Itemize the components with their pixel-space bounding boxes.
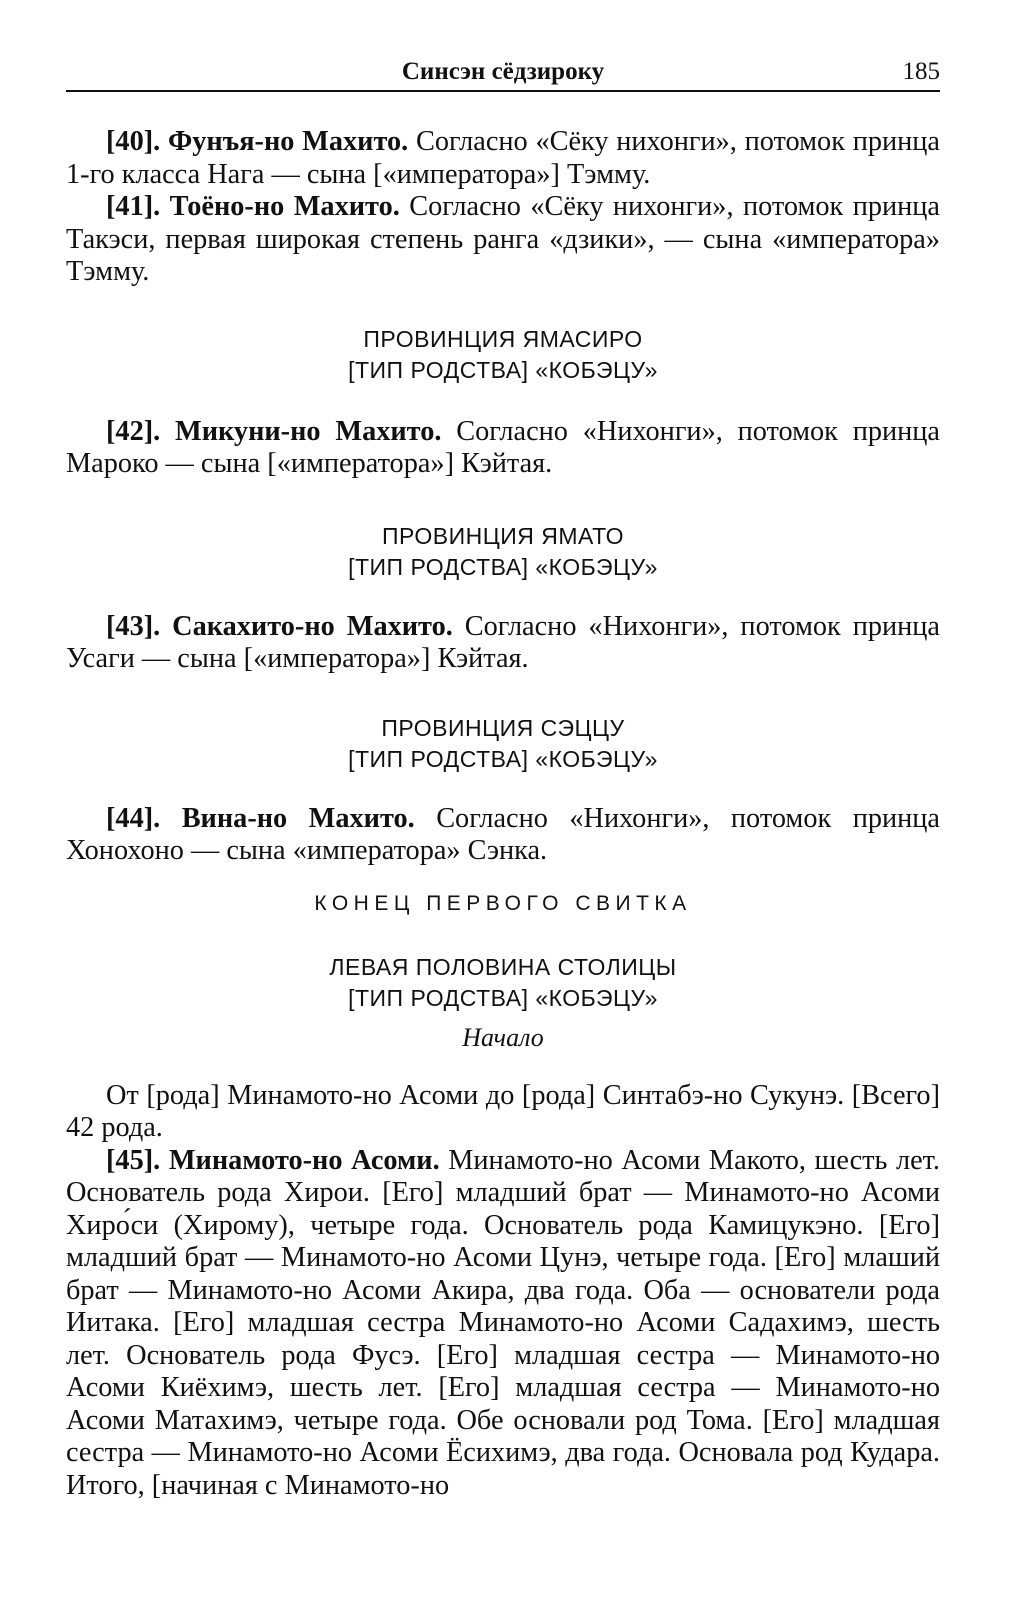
section-heading-left-capital [66,952,940,1014]
entry-41-name: Тоёно-но Махито. [169,191,400,222]
entry-43-text: Согласно «Нихонги», потомок принца Усаги — сына [«императора»] Кэйтая. [66,610,940,674]
entry-44-text: Согласно «Нихонги», потомок принца Хонохоно — сына «императора» Сэнка. [66,802,940,866]
entry-45-number: [45]. [106,1144,161,1176]
entry-42-number: [42]. [106,415,161,447]
entry-45-name: Минамото-но Асоми. [168,1144,440,1176]
page-number: 185 [902,58,940,85]
section-heading-line1: ПРОВИНЦИЯ СЭЦЦУ [381,714,625,741]
subheading-beginning: Начало [462,1022,544,1052]
section-heading-settsu [66,713,940,775]
intro-paragraph: От [рода] Минамото-но Асоми до [рода] Синтабэ-но Сукунэ. [Всего] 42 рода. [66,1079,940,1143]
section-heading-line2: [ТИП РОДСТВА] «КОБЭЦУ» [348,356,658,383]
running-title: Синсэн сёдзироку [401,58,605,85]
entry-40-text: Согласно «Сёку нихонги», потомок принца 1-го класса Нага — сына [«императора»] Тэмму. [66,126,940,190]
entry-44 [66,803,940,868]
section-heading-yamato [66,521,940,583]
section-heading-line1: ПРОВИНЦИЯ ЯМАТО [381,522,624,549]
running-head [66,52,940,92]
book-page [66,52,940,1502]
entry-42-name: Микуни-но Махито. [175,415,442,447]
entry-42-text: Согласно «Нихонги», потомок принца Мароко — сына [«императора»] Кэйтая. [66,415,940,479]
entry-45-text: Минамото-но Асоми Макото, шесть лет. Основатель рода Хирои. [Его] младший брат — Минамото-но Асоми Хиро́си (Хирому), четыре года. Основатель рода Камицукэно. [Его] младший брат — Минамото-но Асоми Цунэ, четыре года. [Его] млаший брат — Минамото-но Асоми Акира, два года. Оба — основатели рода Иитака. [Его] младшая сестра Минамото-но Асоми Садахимэ, шесть лет. Основатель рода Фусэ. [Его] младшая сестра — Минамото-но Асоми Киёхимэ, шесть лет. [Его] младшая сестра — Минамото-но Асоми Матахимэ, четыре года. Обе основали род Тома. [Его] младшая сестра — Минамото-но Асоми Ёсихимэ, два года. Основала род Кудара. Итого, [начиная с Минамото-но [66,1144,940,1501]
entry-40-name: Фунъя-но Махито. [167,126,409,157]
section-heading-line2: [ТИП РОДСТВА] «КОБЭЦУ» [348,745,658,772]
entry-44-name: Вина-но Махито. [181,802,415,834]
entry-40-number: [40]. [106,126,161,157]
section-heading-yamashiro [66,324,940,386]
entry-40 [66,126,940,191]
entry-45 [66,1145,940,1503]
entry-42 [66,416,940,481]
entry-43-number: [43]. [106,610,161,642]
entry-41 [66,191,940,289]
entry-43-name: Сакахито-но Махито. [172,610,453,642]
entry-44-number: [44]. [106,802,161,834]
entry-41-number: [41]. [106,191,161,222]
section-heading-line2: [ТИП РОДСТВА] «КОБЭЦУ» [348,553,658,580]
entry-43 [66,611,940,676]
section-heading-line1: ПРОВИНЦИЯ ЯМАСИРО [363,325,643,352]
section-heading-line1: ЛЕВАЯ ПОЛОВИНА СТОЛИЦЫ [329,953,677,980]
end-of-scroll-marker: КОНЕЦ ПЕРВОГО СВИТКА [314,891,692,915]
section-heading-line2: [ТИП РОДСТВА] «КОБЭЦУ» [348,984,658,1011]
entry-41-text: Согласно «Сёку нихонги», потомок принца Такэси, первая широкая степень ранга «дзики», — сына «императора» Тэмму. [66,191,940,287]
page-body [66,126,940,1502]
